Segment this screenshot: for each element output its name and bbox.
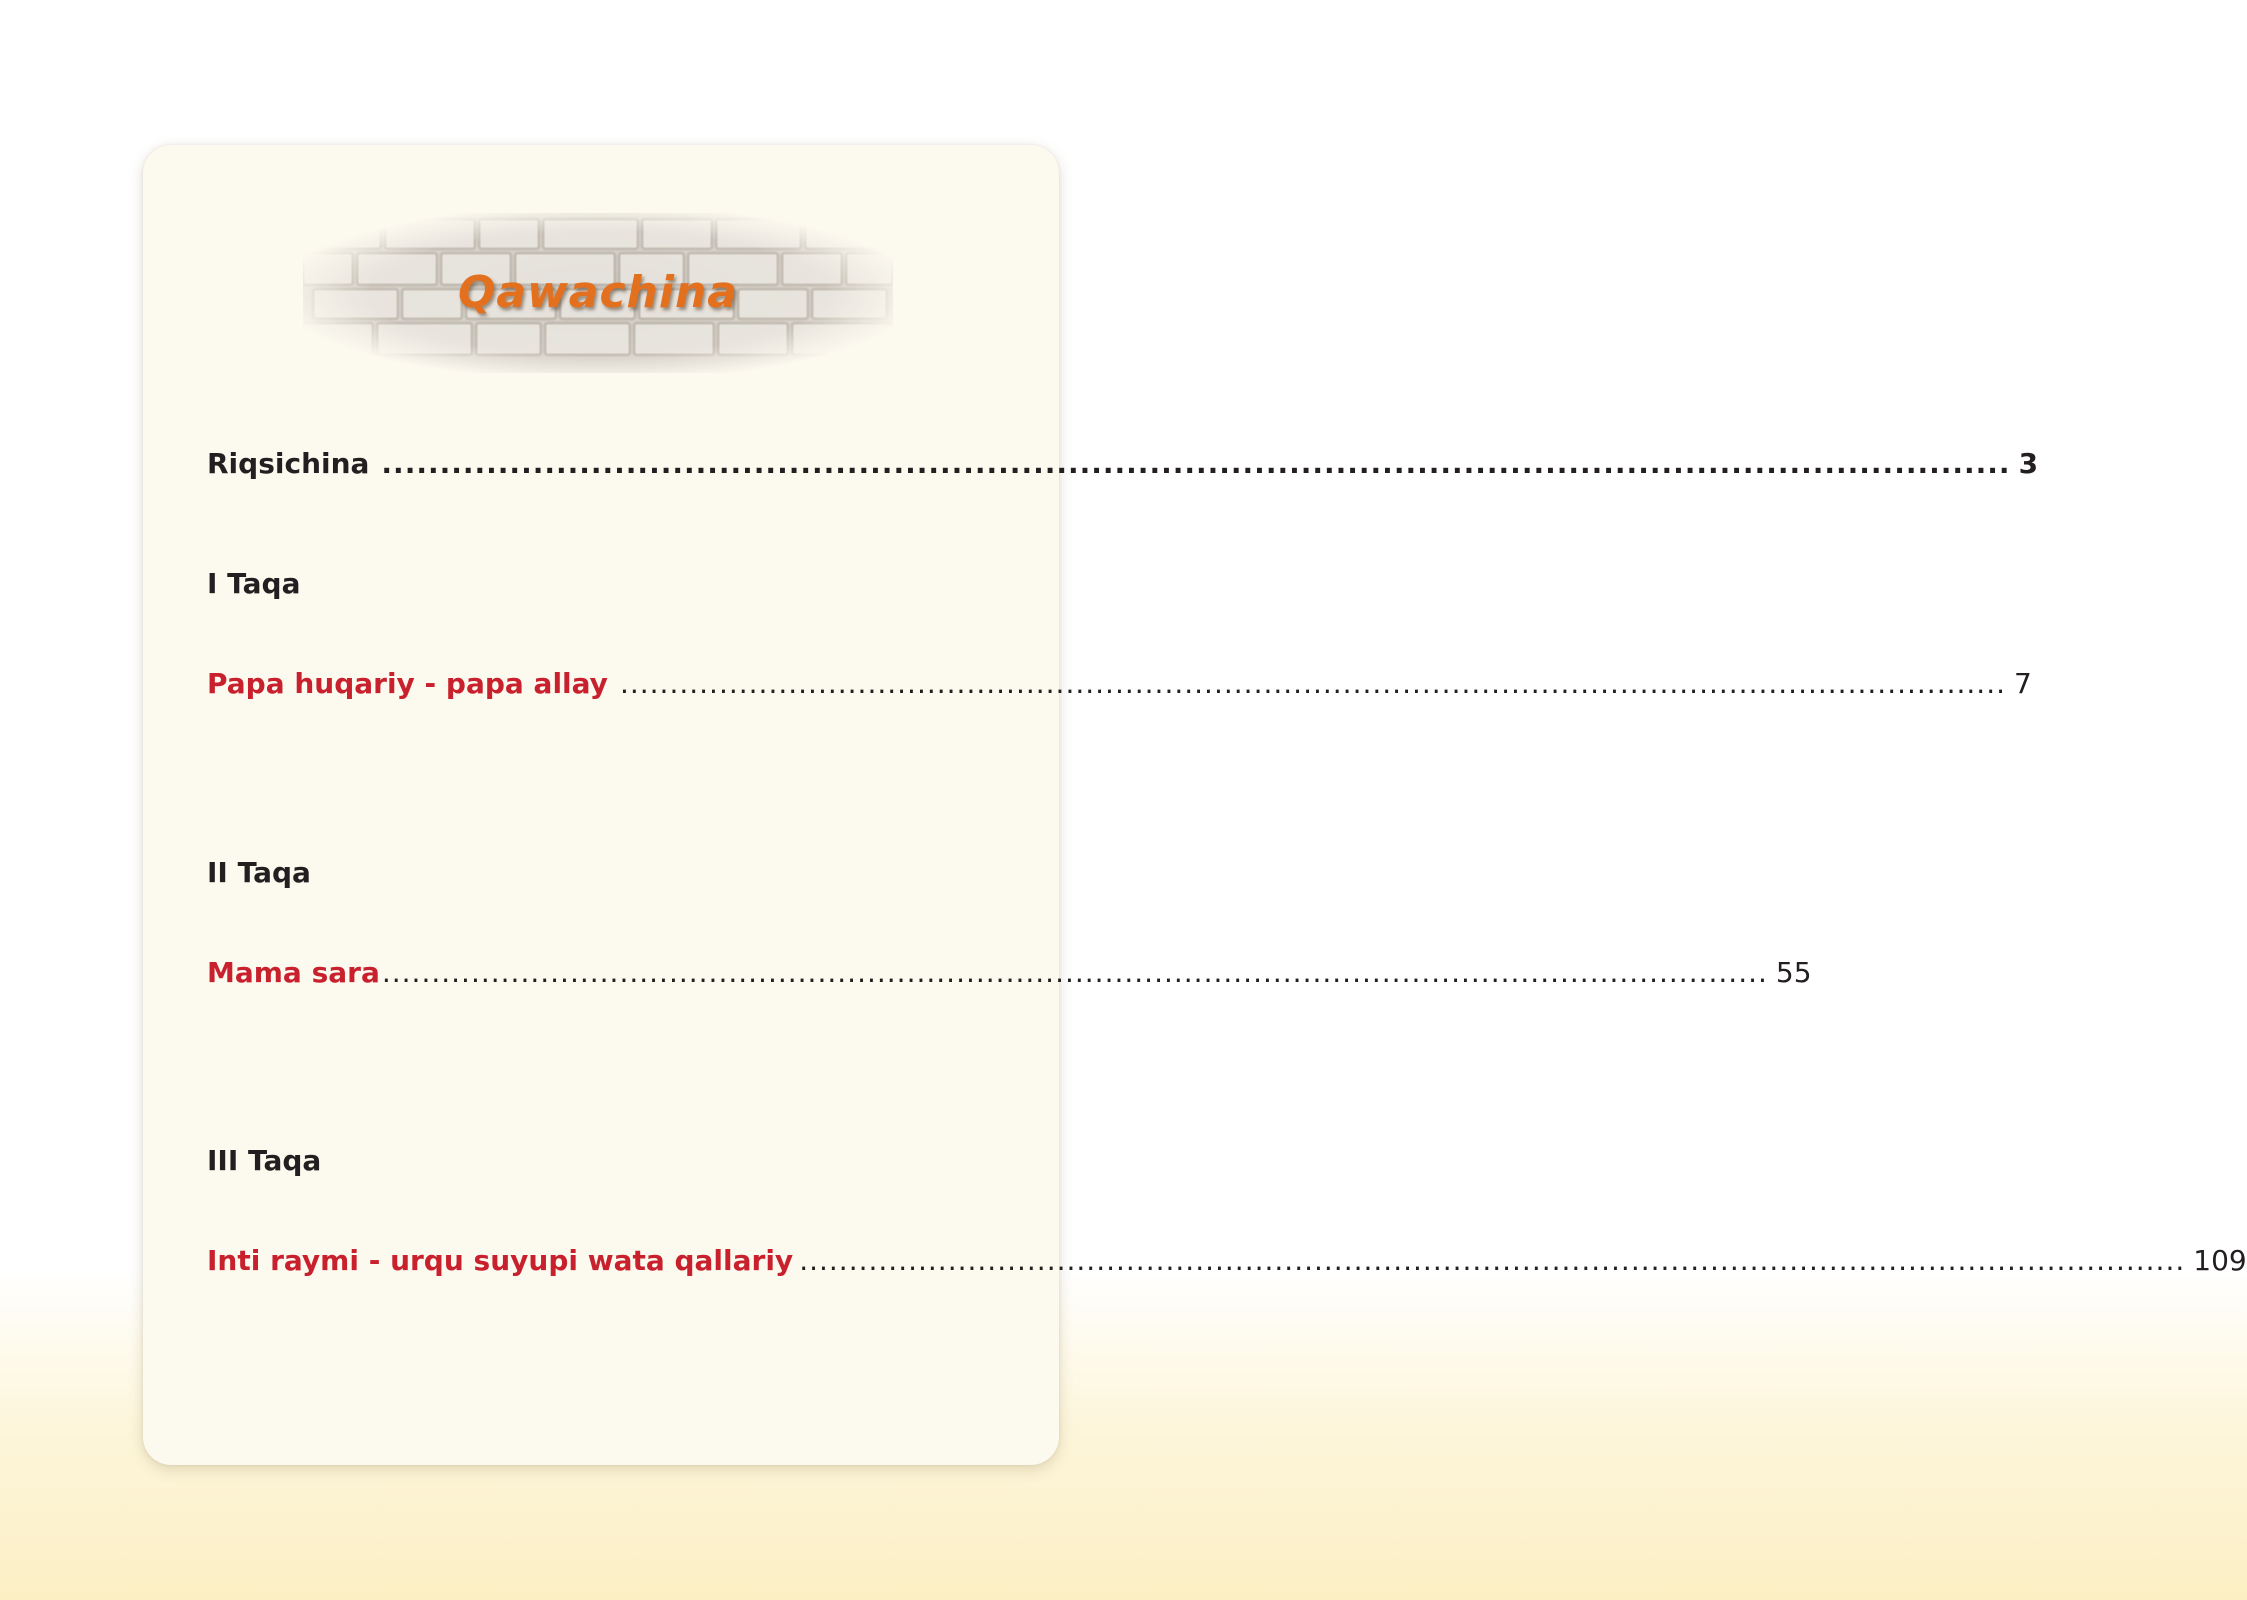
leader-dots: ............................................................................................................................................ <box>619 667 2006 700</box>
toc-entry-chapter-3[interactable] <box>207 1244 2247 1277</box>
toc-page-number: 3 <box>2018 447 2039 480</box>
leader-dots: ............................................................................................................................................ <box>381 956 1768 989</box>
leader-dots: ............................................................................................................................................ <box>381 447 2011 480</box>
toc-entry-title: Inti raymi - urqu suyupi wata qallariy <box>207 1244 794 1277</box>
toc-entry-chapter-2[interactable] <box>207 956 1812 989</box>
part-heading-3: III Taqa <box>207 1144 322 1177</box>
leader-dots: ............................................................................................................................................ <box>799 1244 2186 1277</box>
page-title: Qawachina <box>458 267 738 318</box>
toc-page-number: 55 <box>1775 956 1812 989</box>
part-heading-1: I Taqa <box>207 567 301 600</box>
toc-entry-chapter-1[interactable] <box>207 667 2032 700</box>
part-heading-2: II Taqa <box>207 856 311 889</box>
toc-entry-intro[interactable] <box>207 447 2039 480</box>
toc-entry-title: Riqsichina <box>207 447 370 480</box>
toc-entry-title: Papa huqariy - papa allay <box>207 667 608 700</box>
stone-wall-banner <box>303 213 893 373</box>
toc-page-number: 109 <box>2193 1244 2247 1277</box>
toc-entry-title: Mama sara <box>207 956 380 989</box>
toc-page-number: 7 <box>2014 667 2032 700</box>
contents-card <box>143 145 2247 1465</box>
